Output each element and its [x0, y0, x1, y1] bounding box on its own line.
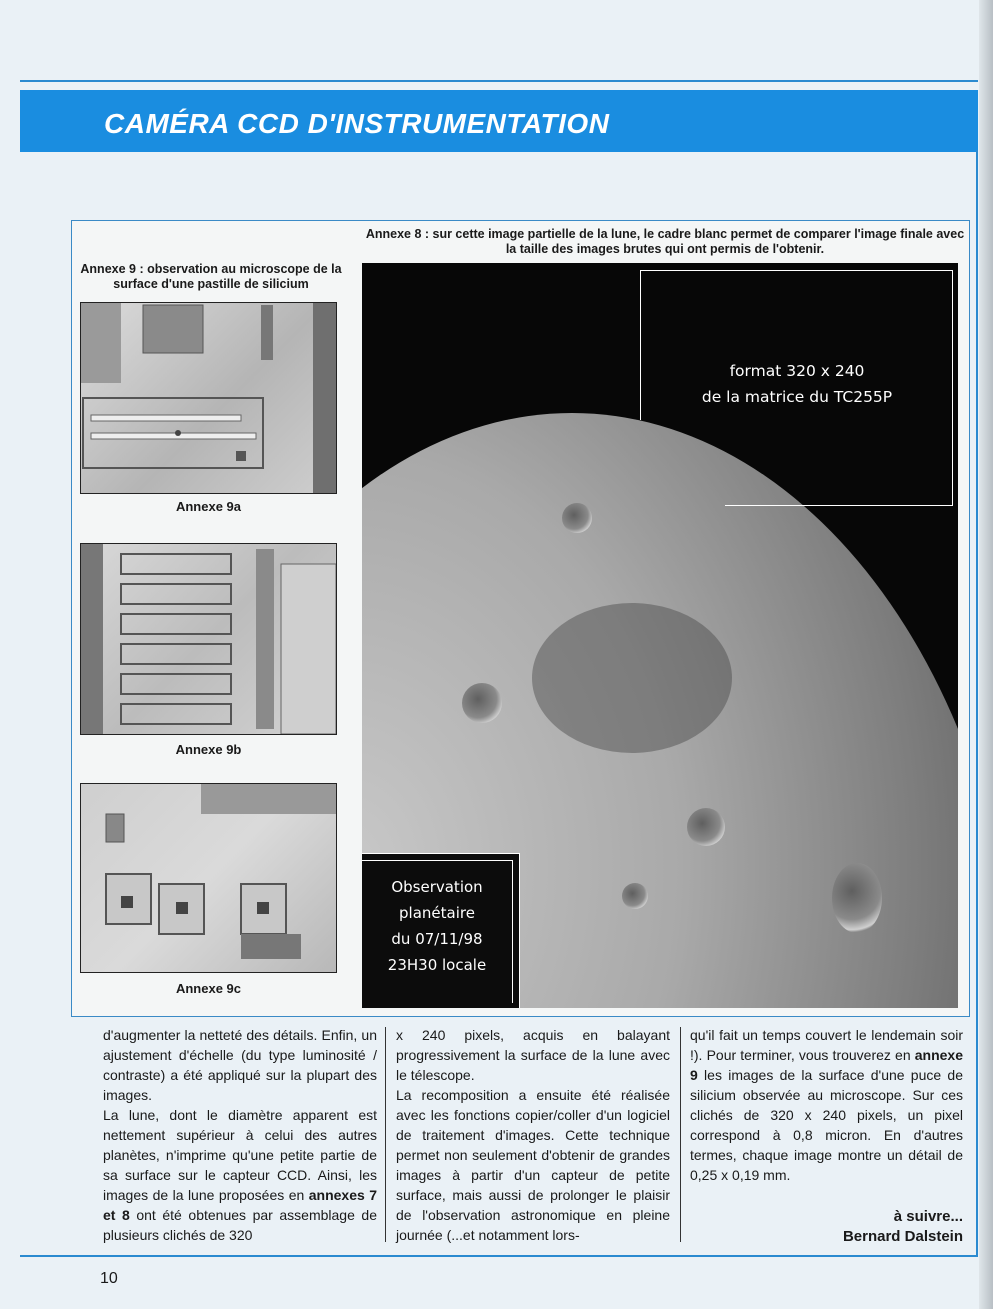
raw-frame-bottom-edge [725, 505, 953, 506]
author-name: Bernard Dalstein [842, 1228, 963, 1245]
moon-crater [562, 503, 592, 533]
col3-paragraph [690, 1025, 963, 1185]
page-edge-shadow [979, 0, 993, 1309]
annexe8-moon-image [362, 263, 958, 1008]
body-column-1 [103, 1025, 377, 1245]
annexe9a-label: Annexe 9a [175, 499, 242, 514]
raw-frame-label [642, 358, 952, 410]
col1-paragraph-1: d'augmenter la netteté des détails. Enfin, un ajustement d'échelle (du type luminosité / contraste) a été appliqué sur la plupart des images. [103, 1027, 377, 1103]
article-title: CAMÉRA CCD D'INSTRUMENTATION [104, 108, 610, 139]
annexe9b-image [80, 543, 337, 735]
annexe9-caption: Annexe 9 : observation au microscope de la surface d'une pastille de silicium [80, 262, 342, 291]
moon-crater [622, 883, 648, 909]
top-rule [20, 80, 978, 82]
col1-annex-ref: annexes 7 et 8 [103, 1187, 378, 1223]
microscope-chip-drawing-a [81, 303, 336, 493]
header-banner [20, 90, 978, 152]
annexe9b-label: Annexe 9b [175, 742, 242, 757]
annexe9c-label: Annexe 9c [175, 981, 242, 996]
annexe9c-image [80, 783, 337, 973]
observation-box [362, 853, 520, 1008]
format-line-2: de la matrice du TC255P [701, 388, 893, 406]
bottom-rule [20, 1255, 978, 1257]
column-separator-1 [385, 1027, 386, 1242]
annexe9a-image [80, 302, 337, 494]
to-follow: à suivre... [893, 1208, 963, 1225]
col3-annex-ref: annexe 9 [690, 1047, 963, 1083]
microscope-chip-drawing-c [81, 784, 336, 972]
format-line-1: format 320 x 240 [729, 362, 865, 380]
moon-crater [687, 808, 725, 846]
column-separator-2 [680, 1027, 681, 1242]
body-column-3 [690, 1025, 963, 1185]
moon-crater [832, 863, 882, 933]
frame-right-rule [976, 150, 978, 1255]
col2-paragraph-1: x 240 pixels, acquis en balayant progressivement la surface de la lune avec le télescope. [396, 1027, 670, 1083]
moon-mare [532, 603, 732, 753]
col1-text-a: La lune, dont le diamètre apparent est nettement supérieur à celui des autres planètes, n'imprime qu'une petite partie de sa surface sur le capteur CCD. Ainsi, les images de la lune proposées en [103, 1107, 377, 1203]
col1-paragraph-2 [103, 1105, 377, 1245]
microscope-chip-drawing-b [81, 544, 336, 734]
obs-line-1: Observation [391, 878, 483, 896]
obs-line-2: planétaire [399, 904, 475, 922]
annexe8-caption: Annexe 8 : sur cette image partielle de la lune, le cadre blanc permet de comparer l'image finale avec la taille des images brutes qui ont permis de l'obtenir. [365, 227, 965, 256]
col3-text-c: les images de la surface d'une puce de silicium observée au microscope. Sur ces clichés de 320 x 240 pixels, un pixel correspond à 0,8 micron. En d'autres termes, chaque image montre un détail de 0,25 x 0,19 mm. [690, 1067, 963, 1183]
body-column-2 [396, 1025, 670, 1245]
raw-frame-left-edge [640, 270, 641, 420]
col3-text-a: qu'il fait un temps couvert le lendemain soir !). Pour terminer, vous trouverez en [690, 1027, 963, 1063]
col1-text-c: ont été obtenues par assemblage de plusieurs clichés de 320 [103, 1207, 377, 1243]
observation-label [362, 874, 512, 978]
obs-line-3: du 07/11/98 [391, 930, 483, 948]
obs-line-4: 23H30 locale [387, 956, 487, 974]
page-number: 10 [100, 1270, 118, 1287]
col2-paragraph-2: La recomposition a ensuite été réalisée avec les fonctions copier/coller d'un logiciel de traitement d'images. Cette technique permet non seulement d'obtenir de grandes images à partir d'un capteur de petite surface, mais aussi de prolonger le plaisir de l'observation astronomique en pleine journée (...et notamment lors- [396, 1087, 670, 1243]
moon-crater [462, 683, 502, 723]
